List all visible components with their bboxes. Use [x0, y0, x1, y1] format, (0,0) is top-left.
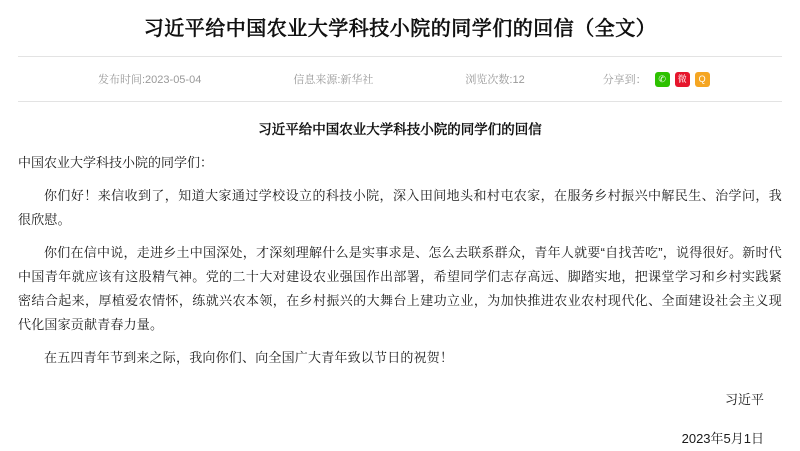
body-paragraph: 你们在信中说，走进乡土中国深处，才深刻理解什么是实事求是、怎么去联系群众，青年人就要“自找苦吃”，说得很好。新时代中国青年就应该有这股精气神。党的二十大对建设农业强国作出部署，希望同学们志存高远、脚踏实地，把课堂学习和乡村实践紧密结合起来，厚植爱农情怀，练就兴农本领，在乡村振兴的大舞台上建功立业，为加快推进农业农村现代化、全面建设社会主义现代化国家贡献青春力量。	[18, 244, 782, 332]
share-icon-group	[655, 72, 710, 87]
qzone-icon[interactable]: Q	[695, 72, 710, 87]
share-label: 分享到：	[602, 74, 647, 86]
title-bar	[14, 0, 786, 56]
signature-date: 2023年5月1日	[681, 430, 764, 446]
signature-name: 习近平	[724, 392, 764, 408]
document-body	[14, 102, 786, 451]
document-subtitle: 习近平给中国农业大学科技小院的同学们的回信	[258, 122, 542, 137]
wechat-icon[interactable]: ✆	[655, 72, 670, 87]
source-label: 信息来源:新华社	[293, 74, 374, 86]
signature-block	[18, 388, 782, 451]
salutation: 中国农业大学科技小院的同学们：	[18, 155, 214, 170]
publish-date: 发布时间:2023-05-04	[98, 74, 202, 86]
view-count: 浏览次数:12	[465, 74, 525, 86]
meta-bar	[14, 57, 786, 101]
body-paragraph: 你们好！来信收到了，知道大家通过学校设立的科技小院，深入田间地头和村屯农家，在服务乡村振兴中解民生、治学问，我很欣慰。	[18, 187, 782, 227]
page-title: 习近平给中国农业大学科技小院的同学们的回信（全文）	[143, 18, 657, 40]
body-paragraph: 在五四青年节到来之际，我向你们、向全国广大青年致以节日的祝贺！	[44, 350, 454, 366]
share-section	[603, 71, 710, 87]
weibo-icon[interactable]: 微	[675, 72, 690, 87]
